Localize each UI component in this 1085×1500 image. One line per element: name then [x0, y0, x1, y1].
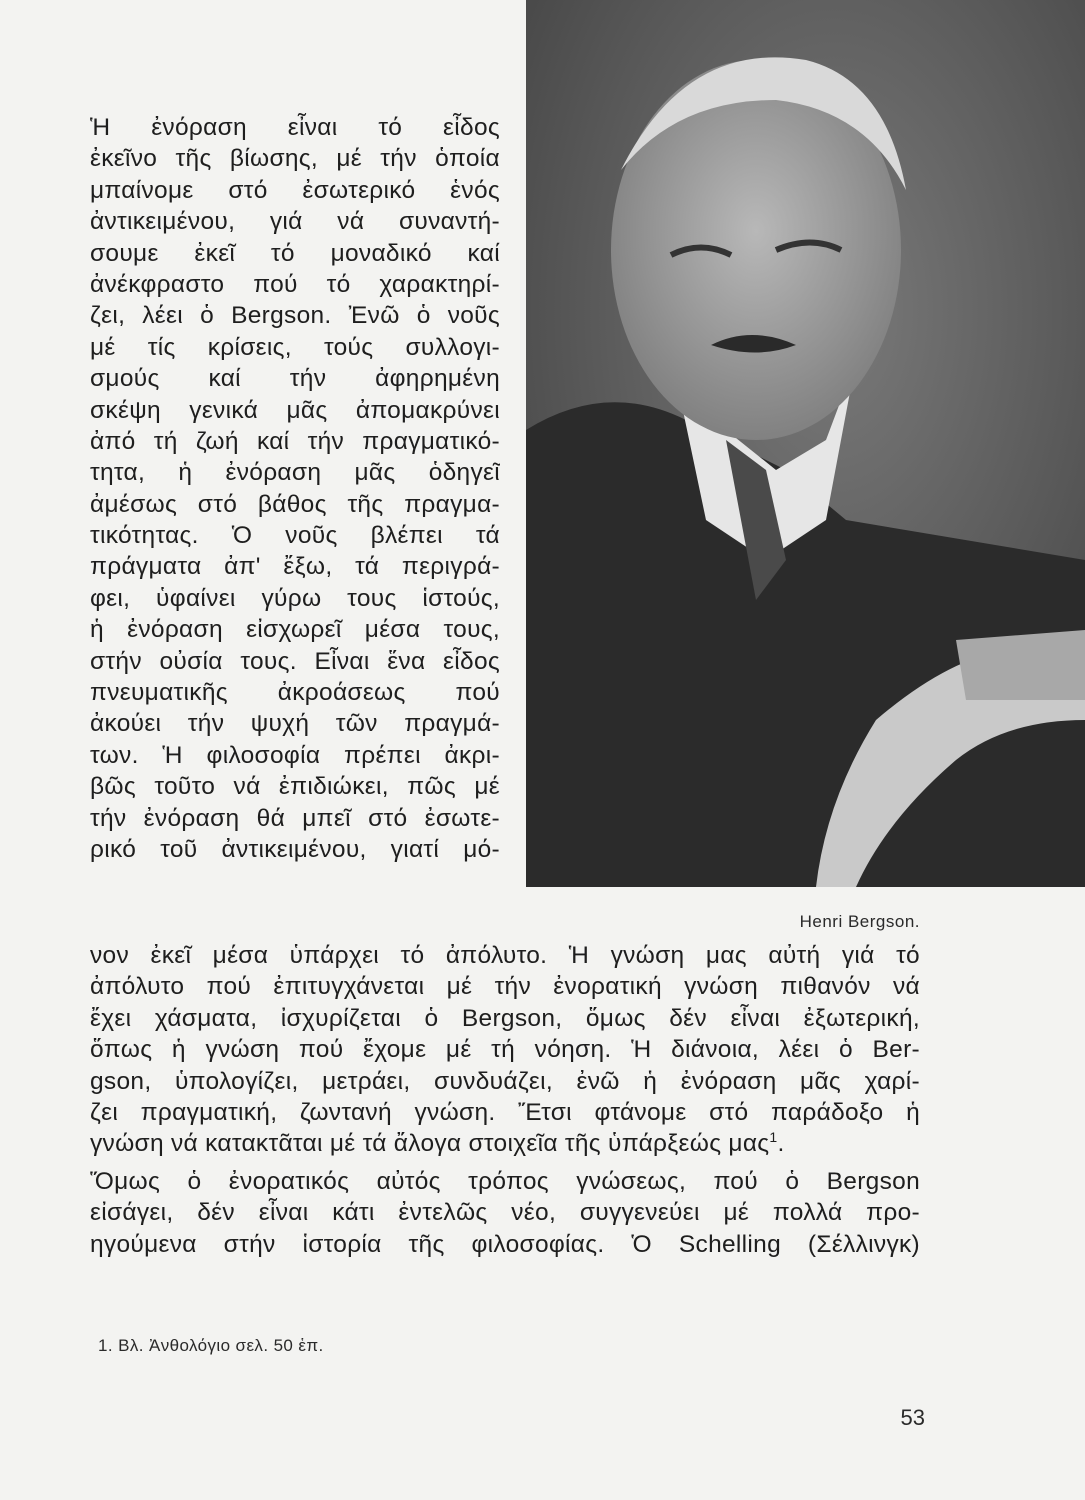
text-line: εἰσάγει, δέν εἶναι κάτι ἐντελῶς νέο, συγγενεύει μέ πολλά προ- [90, 1199, 920, 1227]
text-line: γνώση νά κατακτᾶται μέ τά ἄλογα στοιχεῖα τῆς ὑπάρξεώς μας$^1$. [90, 1129, 785, 1158]
photo-caption: Henri Bergson. [799, 912, 920, 931]
full-width-text [90, 940, 920, 1260]
wrapped-text-column [90, 112, 500, 865]
text-line: ἀπόλυτο πού ἐπιτυγχάνεται μέ τήν ἐνορατική γνώση πιθανόν νά [90, 973, 920, 1001]
text-line: ζει, λέει ὁ Bergson. Ἐνῶ ὁ νοῦς [90, 302, 500, 330]
text-line: ἀπό τή ζωή καί τήν πραγματικό- [90, 427, 500, 455]
text-line: ἡ ἐνόραση εἰσχωρεῖ μέσα τους, [90, 616, 500, 644]
text-line: gson, ὑπολογίζει, μετράει, συνδυάζει, ἐνῶ ἡ ἐνόραση μᾶς χαρί- [90, 1067, 920, 1095]
text-line: μέ τίς κρίσεις, τούς συλλογι- [90, 333, 500, 361]
text-line: σμούς καί τήν ἀφηρημένη [90, 365, 500, 393]
text-line: τήν ἐνόραση θά μπεῖ στό ἐσωτε- [90, 804, 500, 832]
text-line: πνευματικῆς ἀκροάσεως πού [90, 679, 500, 707]
text-line: ρικό τοῦ ἀντικειμένου, γιατί μό- [90, 835, 500, 863]
text-line: ἔχει χάσματα, ἰσχυρίζεται ὁ Bergson, ὅμως δέν εἶναι ἐξωτερική, [90, 1004, 920, 1032]
text-line: πράγματα ἀπ' ἔξω, τά περιγρά- [90, 553, 500, 581]
text-line: τητα, ἡ ἐνόραση μᾶς ὁδηγεῖ [90, 459, 500, 487]
text-line: ἀντικειμένου, γιά νά συναντή- [90, 208, 500, 236]
text-line: ηγούμενα στήν ἱστορία τῆς φιλοσοφίας. Ὁ Schelling (Σέλλινγκ) [90, 1230, 920, 1258]
portrait-photo [526, 0, 1085, 887]
text-line: σκέψη γενικά μᾶς ἀπομακρύνει [90, 396, 500, 424]
text-line: τικότητας. Ὁ νοῦς βλέπει τά [90, 522, 500, 550]
text-line: μπαίνομε στό ἐσωτερικό ἑνός [90, 176, 500, 204]
footnote: 1. Βλ. Ἀνθολόγιο σελ. 50 ἑπ. [98, 1336, 324, 1355]
text-line: ἀνέκφραστο πού τό χαρακτηρί- [90, 270, 500, 298]
text-line: ἀμέσως στό βάθος τῆς πραγμα- [90, 490, 500, 518]
text-line: ἀκούει τήν ψυχή τῶν πραγμά- [90, 710, 500, 738]
text-line: Ὅμως ὁ ἐνορατικός αὐτός τρόπος γνώσεως, πού ὁ Bergson [90, 1167, 920, 1195]
page-number: 53 [900, 1405, 925, 1430]
text-line: φει, ὑφαίνει γύρω τους ἱστούς, [90, 584, 500, 612]
text-line: Ἡ ἐνόραση εἶναι τό εἶδος [90, 114, 500, 141]
footnote-reference[interactable]: 1 [769, 1129, 778, 1146]
text-line: βῶς τοῦτο νά ἐπιδιώκει, πῶς μέ [90, 773, 500, 801]
text-line: ζει πραγματική, ζωντανή γνώση. Ἔτσι φτάνομε στό παράδοξο ἡ [90, 1098, 920, 1126]
text-line: ὅπως ἡ γνώση πού ἔχομε μέ τή νόηση. Ἡ διάνοια, λέει ὁ Ber- [90, 1036, 920, 1064]
text-line: των. Ἡ φιλοσοφία πρέπει ἀκρι- [90, 741, 500, 769]
portrait-image [526, 0, 1085, 887]
text-line: νον ἐκεῖ μέσα ὑπάρχει τό ἀπόλυτο. Ἡ γνώση μας αὐτή γιά τό [90, 942, 920, 969]
text-line: στήν οὐσία τους. Εἶναι ἕνα εἶδος [90, 647, 500, 675]
text-line: ἐκεῖνο τῆς βίωσης, μέ τήν ὁποία [90, 145, 500, 173]
text-line: σουμε ἐκεῖ τό μοναδικό καί [90, 239, 500, 267]
